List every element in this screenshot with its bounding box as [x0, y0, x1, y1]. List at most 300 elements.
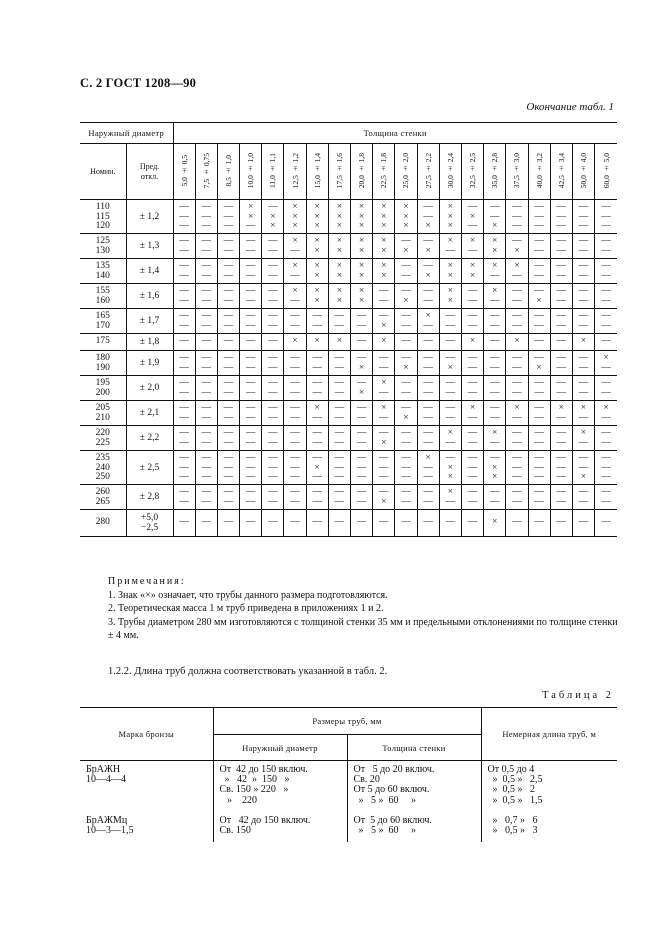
mark-cell: × ×	[439, 259, 461, 284]
cell-grade	[80, 761, 213, 812]
header-thickness-col	[461, 144, 483, 200]
mark-cell: —	[373, 510, 395, 537]
mark-cell: × × ×	[328, 200, 350, 234]
mark-cell: — —	[284, 376, 306, 401]
header-thickness-col	[262, 144, 284, 200]
mark-cell: ×	[328, 334, 350, 351]
thickness-label: 7,5 ± 0,75	[201, 152, 211, 189]
nominal-value: 115	[95, 211, 110, 222]
mark-cell: — —	[240, 401, 262, 426]
mark-cell: —	[572, 510, 594, 537]
mark-cell: × ×	[306, 284, 328, 309]
thickness-label: 10,0 ± 1,0	[246, 152, 256, 189]
paragraph-1-2-2: 1.2.2. Длина труб должна соответствовать указанной в табл. 2.	[108, 666, 388, 677]
mark-cell: — —	[262, 284, 284, 309]
nominal-diameter	[80, 351, 126, 376]
table-row	[80, 309, 617, 334]
mark-cell: — —	[439, 376, 461, 401]
mark-cell: —	[528, 510, 550, 537]
cell-outer	[213, 761, 347, 812]
mark-cell: — —	[262, 309, 284, 334]
mark-cell: — —	[173, 426, 195, 451]
mark-cell: — ×	[439, 351, 461, 376]
mark-cell: — —	[572, 351, 594, 376]
header-thickness-col	[528, 144, 550, 200]
mark-cell: — —	[173, 401, 195, 426]
nominal-diameter	[80, 485, 126, 510]
mark-cell: — —	[595, 376, 617, 401]
table-row	[80, 401, 617, 426]
table-row	[80, 510, 617, 537]
mark-cell: — —	[484, 376, 506, 401]
table-row	[80, 259, 617, 284]
mark-cell: × —	[484, 426, 506, 451]
mark-cell: — ×	[395, 401, 417, 426]
mark-cell: — — ×	[572, 451, 594, 485]
thickness-label: 5,0 ± 0,5	[179, 154, 189, 187]
cell-grade	[80, 812, 213, 842]
mark-cell: — — —	[195, 451, 217, 485]
nominal-value: 125	[95, 236, 110, 246]
nominal-value: 160	[95, 295, 110, 306]
nominal-value: 170	[95, 320, 110, 331]
nominal-value: 240	[95, 462, 110, 473]
deviation: ± 2,5	[126, 451, 173, 485]
mark-cell: — —	[572, 234, 594, 259]
mark-cell: × ×	[351, 234, 373, 259]
mark-cell: — ×	[417, 234, 439, 259]
mark-cell: × —	[284, 234, 306, 259]
mark-cell: — —	[262, 376, 284, 401]
mark-cell: — —	[595, 309, 617, 334]
mark-cell: × × —	[240, 200, 262, 234]
mark-cell: — —	[217, 259, 239, 284]
mark-cell: × —	[550, 401, 572, 426]
header-outer: Наружный диаметр	[213, 735, 347, 761]
mark-cell: — —	[439, 309, 461, 334]
header-thickness-col	[484, 144, 506, 200]
mark-cell: — —	[217, 426, 239, 451]
nominal-value: 260	[95, 487, 110, 497]
mark-cell: × ×	[461, 259, 483, 284]
thickness-label: 25,0 ± 2,0	[401, 152, 411, 189]
header-wall-thickness: Толщина стенки	[173, 123, 617, 144]
header-outer-diameter: Наружный диаметр	[80, 123, 173, 144]
mark-cell: × × ×	[395, 200, 417, 234]
thickness-label: 15,0 ± 1,4	[312, 152, 322, 189]
mark-cell: — × —	[306, 451, 328, 485]
deviation: +5,0 −2,5	[126, 510, 173, 537]
mark-cell: —	[195, 510, 217, 537]
mark-cell: — —	[262, 234, 284, 259]
mark-cell: — — —	[528, 200, 550, 234]
header-thickness-col	[284, 144, 306, 200]
header-thickness-col	[395, 144, 417, 200]
mark-cell: — —	[572, 284, 594, 309]
cell-line: 10—4—4	[86, 774, 126, 786]
mark-cell: — —	[240, 259, 262, 284]
mark-cell: — —	[550, 259, 572, 284]
mark-cell: — ×	[528, 284, 550, 309]
mark-cell: — ×	[373, 309, 395, 334]
mark-cell: × ×	[351, 284, 373, 309]
deviation: ± 1,4	[126, 259, 173, 284]
mark-cell: —	[240, 510, 262, 537]
cell-line: 10—3—1,5	[86, 825, 134, 837]
mark-cell: × × ×	[373, 200, 395, 234]
mark-cell: — —	[506, 309, 528, 334]
mark-cell: —	[173, 510, 195, 537]
cell-line: » 0,5 » 1,5	[487, 794, 543, 806]
mark-cell: —	[484, 334, 506, 351]
mark-cell: — —	[373, 351, 395, 376]
thickness-label: 32,5 ± 2,5	[468, 152, 478, 189]
mark-cell: — —	[284, 401, 306, 426]
mark-cell: × —	[484, 284, 506, 309]
notes	[108, 575, 618, 643]
mark-cell: — —	[595, 485, 617, 510]
thickness-label: 27,5 ± 2,2	[423, 152, 433, 189]
mark-cell: —	[395, 510, 417, 537]
mark-cell: — —	[461, 309, 483, 334]
cell-line: От 5 до 20 включ.	[353, 764, 435, 775]
thickness-label: 35,0 ± 2,8	[490, 152, 500, 189]
mark-cell: — —	[240, 376, 262, 401]
mark-cell: — —	[395, 485, 417, 510]
mark-cell: — —	[351, 309, 373, 334]
cell-length	[481, 812, 617, 842]
cell-line: » 5 » 60 »	[353, 825, 416, 837]
mark-cell: × —	[506, 259, 528, 284]
mark-cell: — ×	[395, 284, 417, 309]
nominal-value: 140	[95, 270, 110, 281]
mark-cell: — —	[528, 309, 550, 334]
mark-cell: × ×	[328, 259, 350, 284]
mark-cell: × —	[284, 259, 306, 284]
mark-cell: — —	[262, 485, 284, 510]
nominal-diameter	[80, 376, 126, 401]
mark-cell: — —	[328, 485, 350, 510]
mark-cell: × —	[484, 259, 506, 284]
thickness-label: 37,5 ± 3,0	[512, 152, 522, 189]
mark-cell: —	[351, 510, 373, 537]
mark-cell: — —	[550, 376, 572, 401]
mark-cell: —	[395, 334, 417, 351]
header-thickness-col	[439, 144, 461, 200]
mark-cell: × —	[417, 309, 439, 334]
cell-line: » 5 » 60 »	[353, 794, 416, 806]
mark-cell: — —	[306, 485, 328, 510]
table-row	[80, 200, 617, 234]
mark-cell: × —	[595, 401, 617, 426]
mark-cell: —	[217, 334, 239, 351]
mark-cell: — — —	[373, 451, 395, 485]
mark-cell: —	[240, 334, 262, 351]
mark-cell: — —	[439, 401, 461, 426]
deviation: ± 1,7	[126, 309, 173, 334]
mark-cell: × —	[439, 234, 461, 259]
mark-cell: — —	[284, 485, 306, 510]
mark-cell: — — —	[217, 451, 239, 485]
mark-cell: — —	[217, 309, 239, 334]
mark-cell: — — —	[572, 200, 594, 234]
mark-cell: — × ×	[262, 200, 284, 234]
mark-cell: — —	[572, 485, 594, 510]
cell-wall	[347, 812, 481, 842]
table-row	[80, 284, 617, 309]
mark-cell: — —	[528, 259, 550, 284]
table-2	[80, 707, 617, 842]
mark-cell: — —	[550, 309, 572, 334]
mark-cell: — — —	[395, 451, 417, 485]
mark-cell: —	[173, 334, 195, 351]
mark-cell: — —	[328, 426, 350, 451]
cell-wall	[347, 761, 481, 812]
mark-cell: × —	[572, 426, 594, 451]
nominal-value: 165	[95, 311, 110, 321]
mark-cell: — —	[572, 376, 594, 401]
cell-line: От 0,5 до 4	[487, 764, 535, 775]
mark-cell: — —	[484, 351, 506, 376]
header-sizes: Размеры труб, мм	[213, 708, 481, 735]
mark-cell: — —	[528, 376, 550, 401]
mark-cell: — — —	[173, 451, 195, 485]
thickness-label: 17,5 ± 1,6	[334, 152, 344, 189]
mark-cell: — —	[306, 426, 328, 451]
mark-cell: — —	[595, 234, 617, 259]
mark-cell: — —	[173, 284, 195, 309]
header-thickness-col	[306, 144, 328, 200]
nominal-diameter	[80, 259, 126, 284]
cell-line: Св. 150	[219, 825, 251, 837]
note-item: 2. Теоретическая масса 1 м труб приведена в приложениях 1 и 2.	[108, 603, 384, 614]
mark-cell: — —	[417, 376, 439, 401]
mark-cell: — — —	[217, 200, 239, 234]
nominal-value: 205	[95, 403, 110, 413]
nominal-diameter	[80, 334, 126, 351]
mark-cell: —	[439, 334, 461, 351]
mark-cell: — —	[395, 259, 417, 284]
mark-cell: ×	[373, 334, 395, 351]
mark-cell: — ×	[373, 485, 395, 510]
table-row	[80, 485, 617, 510]
header-grade: Марка бронзы	[80, 708, 213, 761]
cell-line: » 220	[219, 794, 257, 806]
mark-cell: — —	[461, 426, 483, 451]
mark-cell: — —	[328, 401, 350, 426]
nominal-value: 280	[95, 517, 110, 528]
deviation: ± 1,3	[126, 234, 173, 259]
mark-cell: — × ×	[484, 451, 506, 485]
mark-cell: — —	[595, 426, 617, 451]
cell-line: » 0,5 » 3	[487, 825, 538, 837]
mark-cell: — —	[240, 284, 262, 309]
deviation: ± 2,0	[126, 376, 173, 401]
mark-cell: —	[417, 510, 439, 537]
nominal-value: 195	[95, 378, 110, 388]
mark-cell: — —	[461, 351, 483, 376]
nominal-value: 210	[95, 412, 110, 423]
mark-cell: — — —	[550, 451, 572, 485]
mark-cell: — —	[306, 309, 328, 334]
mark-cell: — — —	[528, 451, 550, 485]
thickness-label: 22,5 ± 1,8	[379, 152, 389, 189]
header-thickness-col	[217, 144, 239, 200]
mark-cell: — —	[528, 485, 550, 510]
thickness-label: 60,0 ± 5,0	[601, 152, 611, 189]
nominal-value: 225	[95, 437, 110, 448]
nominal-diameter	[80, 284, 126, 309]
mark-cell: —	[528, 334, 550, 351]
mark-cell: — —	[351, 485, 373, 510]
mark-cell: ×	[484, 510, 506, 537]
mark-cell: — —	[306, 376, 328, 401]
table-row	[80, 334, 617, 351]
mark-cell: —	[550, 510, 572, 537]
mark-cell: × ×	[484, 234, 506, 259]
mark-cell: — —	[284, 426, 306, 451]
mark-cell: — —	[484, 309, 506, 334]
table-row	[80, 234, 617, 259]
mark-cell: — — —	[351, 451, 373, 485]
mark-cell: — —	[351, 426, 373, 451]
mark-cell: — —	[528, 426, 550, 451]
mark-cell: — — —	[506, 451, 528, 485]
mark-cell: — — —	[262, 451, 284, 485]
deviation: ± 1,8	[126, 334, 173, 351]
mark-cell: × × ×	[284, 200, 306, 234]
mark-cell: — —	[395, 426, 417, 451]
mark-cell: — —	[262, 351, 284, 376]
mark-cell: — — ×	[484, 200, 506, 234]
mark-cell: × ×	[306, 234, 328, 259]
nominal-diameter	[80, 401, 126, 426]
mark-cell: — —	[550, 485, 572, 510]
mark-cell: — —	[195, 309, 217, 334]
header-thickness-col	[240, 144, 262, 200]
mark-cell: — — —	[284, 451, 306, 485]
thickness-label: 20,0 ± 1,8	[357, 152, 367, 189]
mark-cell: × —	[284, 284, 306, 309]
header-thickness-col	[572, 144, 594, 200]
thickness-label: 40,0 ± 3,2	[534, 152, 544, 189]
mark-cell: — —	[328, 309, 350, 334]
cell-line: БрАЖН	[86, 764, 121, 775]
mark-cell: — —	[262, 259, 284, 284]
table-row	[80, 426, 617, 451]
nominal-value: 235	[95, 453, 110, 463]
mark-cell: — —	[484, 485, 506, 510]
cell-length	[481, 761, 617, 812]
mark-cell: ×	[461, 334, 483, 351]
nominal-value: 175	[95, 336, 110, 346]
table-continuation-label: Окончание табл. 1	[526, 101, 614, 113]
mark-cell: —	[595, 510, 617, 537]
mark-cell: — ×	[373, 426, 395, 451]
mark-cell: — —	[262, 401, 284, 426]
mark-cell: — ×	[395, 234, 417, 259]
mark-cell: — — —	[328, 451, 350, 485]
mark-cell: — —	[550, 351, 572, 376]
mark-cell: — —	[173, 376, 195, 401]
mark-cell: — —	[195, 259, 217, 284]
mark-cell: — —	[217, 376, 239, 401]
mark-cell: — —	[550, 234, 572, 259]
mark-cell: — ×	[351, 351, 373, 376]
mark-cell: —	[595, 334, 617, 351]
mark-cell: — — —	[595, 200, 617, 234]
mark-cell: — —	[417, 401, 439, 426]
mark-cell: — — —	[506, 200, 528, 234]
cell-line: От 5 до 60 включ.	[353, 814, 432, 826]
nominal-diameter	[80, 510, 126, 537]
mark-cell: — —	[417, 284, 439, 309]
mark-cell: — ×	[417, 259, 439, 284]
nominal-value: 265	[95, 496, 110, 507]
mark-cell: × ×	[328, 284, 350, 309]
mark-cell: — ×	[528, 351, 550, 376]
mark-cell: — —	[550, 284, 572, 309]
mark-cell: — —	[173, 309, 195, 334]
nominal-value: 220	[95, 428, 110, 438]
mark-cell: × ×	[351, 259, 373, 284]
mark-cell: × —	[373, 401, 395, 426]
mark-cell: — —	[572, 309, 594, 334]
deviation: ± 2,8	[126, 485, 173, 510]
mark-cell: — —	[351, 401, 373, 426]
mark-cell: —	[284, 510, 306, 537]
nominal-value: 155	[95, 286, 110, 296]
deviation: ± 1,9	[126, 351, 173, 376]
header-thickness-col	[595, 144, 617, 200]
table-row	[80, 451, 617, 485]
cell-line: » 42 » 150 »	[219, 774, 290, 786]
cell-line: Св. 20	[353, 774, 380, 786]
thickness-label: 50,0 ± 4,0	[578, 152, 588, 189]
mark-cell: ×	[572, 334, 594, 351]
deviation: ± 1,6	[126, 284, 173, 309]
mark-cell: — —	[217, 401, 239, 426]
mark-cell: — —	[528, 401, 550, 426]
mark-cell: —	[262, 510, 284, 537]
cell-line: » 0,5 » 2,5	[487, 774, 543, 786]
mark-cell: — —	[240, 234, 262, 259]
mark-cell: — — —	[240, 451, 262, 485]
nominal-value: 120	[95, 221, 110, 231]
mark-cell: — —	[506, 284, 528, 309]
nominal-value: 130	[95, 245, 110, 256]
mark-cell: — — —	[195, 200, 217, 234]
cell-line: БрАЖМц	[86, 814, 128, 826]
mark-cell: — —	[217, 284, 239, 309]
mark-cell: — —	[262, 426, 284, 451]
table-row	[80, 376, 617, 401]
mark-cell: — —	[217, 234, 239, 259]
header-thickness-col	[550, 144, 572, 200]
page-header: С. 2 ГОСТ 1208—90	[80, 76, 197, 90]
mark-cell: — —	[506, 351, 528, 376]
mark-cell: —	[328, 510, 350, 537]
mark-cell: — —	[373, 284, 395, 309]
mark-cell: — —	[284, 309, 306, 334]
mark-cell: — —	[217, 485, 239, 510]
cell-line: » 0,5 » 2	[487, 784, 536, 796]
table-row	[80, 761, 617, 812]
header-thickness-col	[195, 144, 217, 200]
mark-cell: — —	[506, 426, 528, 451]
table-2-label: Таблица 2	[542, 690, 614, 701]
notes-title: Примечания:	[108, 576, 186, 587]
